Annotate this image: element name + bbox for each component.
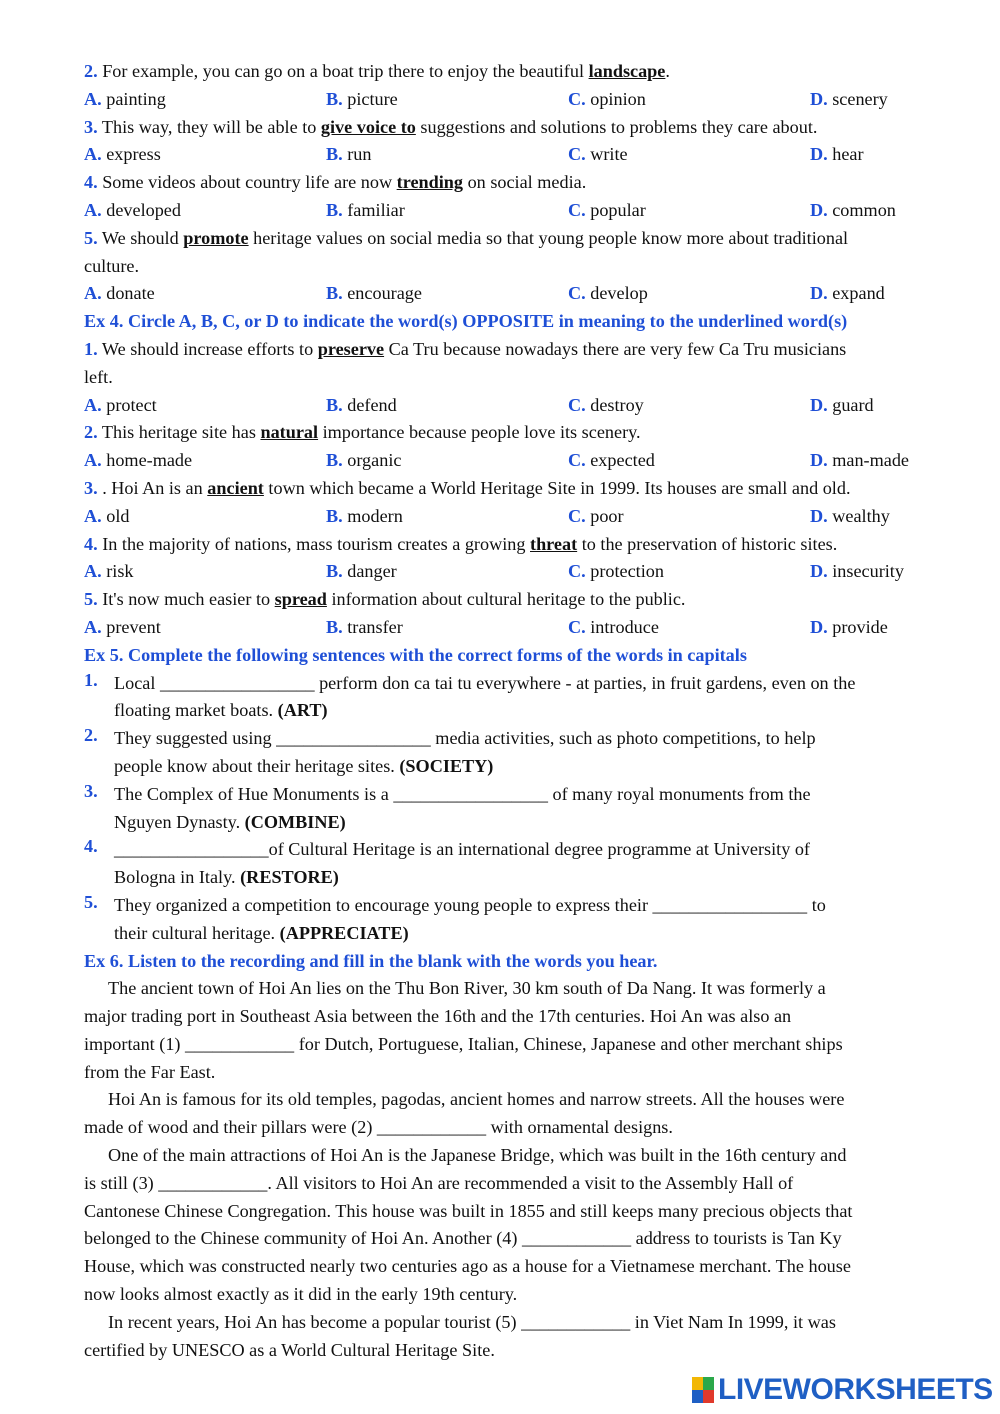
option-c[interactable]: C. opinion xyxy=(568,88,646,109)
logo-text: LIVEWORKSHEETS xyxy=(718,1373,993,1406)
ex4-question-1: 1. We should increase efforts to preserve Ca Tru because nowadays there are very few Ca Tru musicians left. A. protect B. defend C. destroy D. guard xyxy=(84,336,944,419)
ex6-paragraph-2: Hoi An is famous for its old temples, pagodas, ancient homes and narrow streets. All the houses were made of wood and their pillars were (2) ____________ with ornamental designs. xyxy=(84,1086,944,1142)
options-row xyxy=(84,558,944,586)
option-a[interactable]: A. protect xyxy=(84,394,157,415)
option-b[interactable]: B. organic xyxy=(326,450,402,471)
underlined-word: promote xyxy=(183,227,249,248)
ex6-paragraph-3: One of the main attractions of Hoi An is the Japanese Bridge, which was built in the 16th century and is still (3) ____________. All visitors to Hoi An are recommended a visit to the Assembly Hall of Cantonese Chinese Congregation. This house was built in 1855 and still keeps many precious objects that belonged to the Chinese community of Hoi An. Another (4) ____________ address to tourists is Tan Ky House, which was constructed nearly two centuries ago as a house for a Vietnamese merchant. The house now looks almost exactly as it did in the early 19th century. xyxy=(84,1142,944,1309)
option-c[interactable]: C. popular xyxy=(568,199,646,220)
option-c[interactable]: C. expected xyxy=(568,450,655,471)
underlined-word: preserve xyxy=(317,338,385,359)
ex3-question-4: 4. Some videos about country life are now trending on social media. A. developed B. familiar C. popular D. common xyxy=(84,169,944,225)
option-d[interactable]: D. expand xyxy=(810,283,885,304)
underlined-word: ancient xyxy=(207,477,264,498)
capital-word: (COMBINE) xyxy=(244,811,346,832)
ex5-item-3: 3. The Complex of Hue Monuments is a _________________ of many royal monuments from the Nguyen Dynasty. (COMBINE) xyxy=(84,781,944,837)
ex4-question-5: 5. It's now much easier to spread information about cultural heritage to the public. A. prevent B. transfer C. introduce D. provide xyxy=(84,586,944,642)
ex5-heading: Ex 5. Complete the following sentences with the correct forms of the words in capitals xyxy=(84,644,747,665)
option-b[interactable]: B. transfer xyxy=(326,616,403,637)
option-d[interactable]: D. provide xyxy=(810,616,888,637)
options-row xyxy=(84,141,944,169)
fill-in-blank[interactable]: They organized a competition to encourage young people to express their _________________ to xyxy=(114,894,826,915)
option-d[interactable]: D. wealthy xyxy=(810,505,890,526)
option-c[interactable]: C. poor xyxy=(568,505,624,526)
ex3-question-3: 3. This way, they will be able to give voice to suggestions and solutions to problems they care about. A. express B. run C. write D. hear xyxy=(84,114,944,170)
fill-in-blank[interactable]: The Complex of Hue Monuments is a _________________ of many royal monuments from the xyxy=(114,783,811,804)
ex6-paragraph-1: The ancient town of Hoi An lies on the Thu Bon River, 30 km south of Da Nang. It was formerly a major trading port in Southeast Asia between the 16th and the 17th centuries. Hoi An was also an important (1) ____________ for Dutch, Portuguese, Italian, Chinese, Japanese and other merchant ships from the Far East. xyxy=(84,975,944,1086)
option-d[interactable]: D. man-made xyxy=(810,450,909,471)
capital-word: (APPRECIATE) xyxy=(279,922,409,943)
ex4-question-4: 4. In the majority of nations, mass tourism creates a growing threat to the preservation of historic sites. A. risk B. danger C. protection D. insecurity xyxy=(84,531,944,587)
blank-line[interactable]: In recent years, Hoi An has become a popular tourist (5) ____________ in Viet Nam In 1999, it was xyxy=(108,1311,836,1332)
option-c[interactable]: C. introduce xyxy=(568,616,659,637)
liveworksheets-logo xyxy=(692,1373,993,1407)
blank-line[interactable]: made of wood and their pillars were (2) ____________ with ornamental designs. xyxy=(84,1117,673,1138)
ex5-item-1: 1. Local _________________ perform don ca tai tu everywhere - at parties, in fruit gardens, even on the floating market boats. (ART) xyxy=(84,670,944,726)
worksheet-page xyxy=(84,58,944,1364)
option-a[interactable]: A. risk xyxy=(84,561,134,582)
option-d[interactable]: D. hear xyxy=(810,144,864,165)
option-d[interactable]: D. scenery xyxy=(810,88,888,109)
ex6-paragraph-4: In recent years, Hoi An has become a popular tourist (5) ____________ in Viet Nam In 1999, it was certified by UNESCO as a World Cultural Heritage Site. xyxy=(84,1309,944,1365)
blank-line[interactable]: belonged to the Chinese community of Hoi An. Another (4) ____________ address to tourists is Tan Ky xyxy=(84,1228,842,1249)
ex5-item-5: 5. They organized a competition to encourage young people to express their _________________ to their cultural heritage. (APPRECIATE) xyxy=(84,892,944,948)
options-row xyxy=(84,614,944,642)
ex4-heading: Ex 4. Circle A, B, C, or D to indicate the word(s) OPPOSITE in meaning to the underlined word(s) xyxy=(84,311,848,332)
option-b[interactable]: B. run xyxy=(326,144,372,165)
ex6-heading: Ex 6. Listen to the recording and fill in the blank with the words you hear. xyxy=(84,950,658,971)
ex4-question-2: 2. This heritage site has natural importance because people love its scenery. A. home-made B. organic C. expected D. man-made xyxy=(84,419,944,475)
option-c[interactable]: C. write xyxy=(568,144,628,165)
capital-word: (SOCIETY) xyxy=(399,755,494,776)
ex3-question-5: 5. We should promote heritage values on social media so that young people know more about traditional culture. A. donate B. encourage C. develop D. expand xyxy=(84,225,944,308)
ex5-item-2: 2. They suggested using _________________ media activities, such as photo competitions, to help people know about their heritage sites. (SOCIETY) xyxy=(84,725,944,781)
fill-in-blank[interactable]: They suggested using _________________ media activities, such as photo competitions, to help xyxy=(114,728,816,749)
option-d[interactable]: D. insecurity xyxy=(810,561,904,582)
options-row xyxy=(84,447,944,475)
option-a[interactable]: A. old xyxy=(84,505,130,526)
options-row xyxy=(84,86,944,114)
blank-line[interactable]: important (1) ____________ for Dutch, Portuguese, Italian, Chinese, Japanese and other merchant ships xyxy=(84,1033,843,1054)
option-a[interactable]: A. donate xyxy=(84,283,155,304)
underlined-word: natural xyxy=(260,422,319,443)
option-d[interactable]: D. common xyxy=(810,199,896,220)
capital-word: (RESTORE) xyxy=(240,867,339,888)
option-b[interactable]: B. familiar xyxy=(326,199,405,220)
option-b[interactable]: B. modern xyxy=(326,505,403,526)
option-b[interactable]: B. defend xyxy=(326,394,397,415)
option-a[interactable]: A. prevent xyxy=(84,616,161,637)
option-b[interactable]: B. encourage xyxy=(326,283,422,304)
underlined-word: threat xyxy=(530,533,578,554)
ex4-question-3: 3. . Hoi An is an ancient town which became a World Heritage Site in 1999. Its houses are small and old. A. old B. modern C. poor D. wealthy xyxy=(84,475,944,531)
underlined-word: trending xyxy=(396,172,464,193)
ex3-question-2: 2. For example, you can go on a boat trip there to enjoy the beautiful landscape. A. painting B. picture C. opinion D. scenery xyxy=(84,58,944,114)
underlined-word: spread xyxy=(274,589,327,610)
options-row xyxy=(84,280,944,308)
option-c[interactable]: C. develop xyxy=(568,283,648,304)
options-row xyxy=(84,503,944,531)
option-b[interactable]: B. danger xyxy=(326,561,397,582)
fill-in-blank[interactable]: Local _________________ perform don ca tai tu everywhere - at parties, in fruit gardens, even on the xyxy=(114,672,856,693)
option-a[interactable]: A. painting xyxy=(84,88,166,109)
blank-line[interactable]: is still (3) ____________. All visitors to Hoi An are recommended a visit to the Assembly Hall of xyxy=(84,1172,794,1193)
option-d[interactable]: D. guard xyxy=(810,394,874,415)
option-c[interactable]: C. protection xyxy=(568,561,664,582)
option-a[interactable]: A. developed xyxy=(84,199,181,220)
option-a[interactable]: A. express xyxy=(84,144,161,165)
fill-in-blank[interactable]: _________________of Cultural Heritage is an international degree programme at University of xyxy=(114,839,810,860)
options-row xyxy=(84,197,944,225)
underlined-word: give voice to xyxy=(320,116,416,137)
capital-word: (ART) xyxy=(277,700,328,721)
option-c[interactable]: C. destroy xyxy=(568,394,644,415)
options-row xyxy=(84,392,944,420)
ex5-item-4: 4. _________________of Cultural Heritage is an international degree programme at University of Bologna in Italy. (RESTORE) xyxy=(84,836,944,892)
option-b[interactable]: B. picture xyxy=(326,88,398,109)
underlined-word: landscape xyxy=(588,61,666,81)
option-a[interactable]: A. home-made xyxy=(84,450,193,471)
logo-icon xyxy=(692,1377,714,1403)
